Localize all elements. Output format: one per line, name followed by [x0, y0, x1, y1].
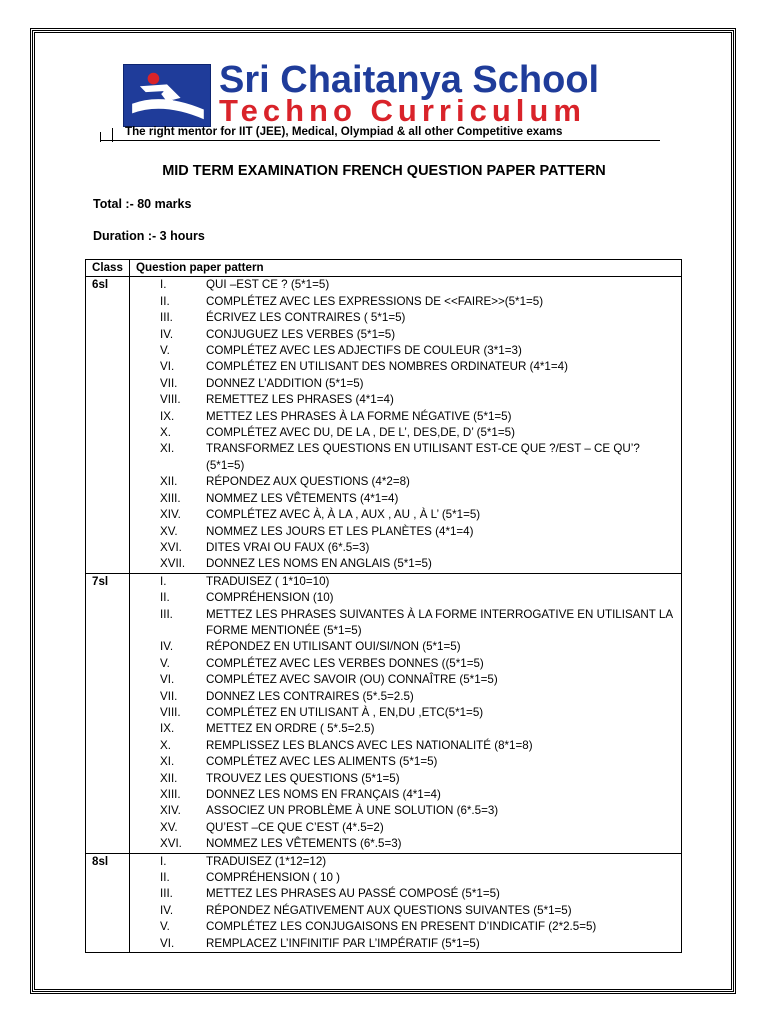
question-text: METTEZ EN ORDRE ( 5*.5=2.5) [206, 722, 375, 736]
question-number: I. [160, 278, 167, 292]
list-item [136, 689, 681, 705]
question-number: III. [160, 607, 173, 621]
question-number: VIII. [160, 705, 181, 719]
table-row [86, 573, 682, 853]
question-number: XIV. [160, 508, 181, 522]
question-text: RÉPONDEZ EN UTILISANT OUI/SI/NON (5*1=5) [206, 640, 461, 654]
list-item [136, 409, 681, 425]
question-text: DONNEZ LES CONTRAIRES (5*.5=2.5) [206, 689, 414, 703]
question-number: IV. [160, 640, 174, 654]
question-number: II. [160, 294, 170, 308]
logo-tick [112, 128, 113, 142]
question-number: V. [160, 920, 170, 934]
question-text: DITES VRAI OU FAUX (6*.5=3) [206, 540, 370, 554]
question-number: IX. [160, 409, 175, 423]
question-number: II. [160, 871, 170, 885]
list-item [136, 639, 681, 655]
class-cell: 8sl [86, 853, 130, 952]
list-item [136, 359, 681, 375]
list-item [136, 803, 681, 819]
question-text: NOMMEZ LES JOURS ET LES PLANÈTES (4*1=4) [206, 524, 474, 538]
question-text: QUI –EST CE ? (5*1=5) [206, 278, 330, 292]
question-text: METTEZ LES PHRASES À LA FORME NÉGATIVE (5*1=5) [206, 409, 512, 423]
question-number: VII. [160, 376, 178, 390]
table-row [86, 853, 682, 952]
question-list [136, 854, 681, 952]
question-text: COMPLÉTEZ AVEC SAVOIR (OU) CONNAÎTRE (5*1=5) [206, 673, 498, 687]
class-cell: 7sl [86, 573, 130, 853]
table-body [86, 277, 682, 953]
question-number: III. [160, 311, 173, 325]
question-number: XI. [160, 755, 175, 769]
question-text: COMPLÉTEZ AVEC LES ALIMENTS (5*1=5) [206, 755, 438, 769]
question-number: VII. [160, 689, 178, 703]
list-item [136, 754, 681, 770]
question-text: COMPLÉTEZ AVEC LES VERBES DONNES ((5*1=5) [206, 656, 484, 670]
question-text: COMPLÉTEZ AVEC LES EXPRESSIONS DE <<FAIRE>>(5*1=5) [206, 294, 544, 308]
question-text: REMPLACEZ L’INFINITIF PAR L’IMPÉRATIF (5*1=5) [206, 936, 480, 950]
question-list-cell [130, 277, 682, 573]
list-item [136, 607, 681, 640]
question-list-cell [130, 573, 682, 853]
list-item [136, 474, 681, 490]
question-text: TRANSFORMEZ LES QUESTIONS EN UTILISANT EST-CE QUE ?/EST – CE QU’? (5*1=5) [206, 442, 640, 472]
list-item [136, 836, 681, 852]
list-item [136, 343, 681, 359]
list-item [136, 524, 681, 540]
list-item [136, 820, 681, 836]
document-title: MID TERM EXAMINATION FRENCH QUESTION PAPER PATTERN [162, 163, 606, 179]
question-pattern-table [85, 259, 682, 953]
question-text: METTEZ LES PHRASES AU PASSÉ COMPOSÉ (5*1=5) [206, 887, 500, 901]
list-item [136, 738, 681, 754]
list-item [136, 556, 681, 572]
question-text: NOMMEZ LES VÊTEMENTS (6*.5=3) [206, 837, 402, 851]
list-item [136, 441, 681, 474]
question-number: I. [160, 854, 167, 868]
question-number: V. [160, 344, 170, 358]
list-item [136, 903, 681, 919]
question-text: REMPLISSEZ LES BLANCS AVEC LES NATIONALITÉ (8*1=8) [206, 738, 533, 752]
question-number: XVI. [160, 837, 182, 851]
question-text: METTEZ LES PHRASES SUIVANTES À LA FORME INTERROGATIVE EN UTILISANT LA FORME MENTIONÉE (5*1=5) [206, 607, 673, 637]
list-item [136, 392, 681, 408]
question-number: X. [160, 426, 171, 440]
class-cell: 6sl [86, 277, 130, 573]
table-row [86, 277, 682, 573]
question-number: VI. [160, 673, 175, 687]
question-number: XII. [160, 771, 178, 785]
list-item [136, 721, 681, 737]
logo-underline [100, 140, 660, 141]
question-text: QU’EST –CE QUE C’EST (4*.5=2) [206, 820, 384, 834]
question-text: COMPLÉTEZ EN UTILISANT DES NOMBRES ORDINATEUR (4*1=4) [206, 360, 568, 374]
list-item [136, 672, 681, 688]
question-text: COMPLÉTEZ AVEC DU, DE LA , DE L’, DES,DE, D’ (5*1=5) [206, 426, 515, 440]
list-item [136, 590, 681, 606]
question-number: I. [160, 574, 167, 588]
question-text: NOMMEZ LES VÊTEMENTS (4*1=4) [206, 491, 399, 505]
question-number: IX. [160, 722, 175, 736]
question-number: XI. [160, 442, 175, 456]
list-item [136, 936, 681, 952]
header-class: Class [86, 260, 130, 277]
list-item [136, 277, 681, 293]
list-item [136, 491, 681, 507]
school-logo [123, 59, 655, 144]
list-item [136, 376, 681, 392]
list-item [136, 919, 681, 935]
question-text: DONNEZ LES NOMS EN ANGLAIS (5*1=5) [206, 557, 432, 571]
logo-subtitle: Techno Curriculum [219, 93, 586, 128]
question-number: XIV. [160, 804, 181, 818]
logo-emblem-icon [123, 64, 211, 127]
question-number: XIII. [160, 788, 181, 801]
question-text: TRADUISEZ ( 1*10=10) [206, 574, 330, 588]
list-item [136, 870, 681, 886]
list-item [136, 507, 681, 523]
question-number: XVI. [160, 540, 182, 554]
question-number: XII. [160, 475, 178, 489]
list-item [136, 425, 681, 441]
question-list-cell [130, 853, 682, 952]
question-text: COMPRÉHENSION ( 10 ) [206, 871, 340, 885]
question-number: XV. [160, 820, 178, 834]
question-number: X. [160, 738, 171, 752]
question-number: XIII. [160, 491, 181, 505]
question-text: COMPLÉTEZ EN UTILISANT À , EN,DU ,ETC(5*1=5) [206, 705, 484, 719]
question-number: III. [160, 887, 173, 901]
question-text: COMPRÉHENSION (10) [206, 591, 334, 605]
question-text: RÉPONDEZ AUX QUESTIONS (4*2=8) [206, 475, 410, 489]
question-number: VI. [160, 360, 175, 374]
question-number: VIII. [160, 393, 181, 407]
question-text: COMPLÉTEZ AVEC LES ADJECTIFS DE COULEUR (3*1=3) [206, 344, 522, 358]
question-number: II. [160, 591, 170, 605]
list-item [136, 656, 681, 672]
list-item [136, 886, 681, 902]
question-text: ÉCRIVEZ LES CONTRAIRES ( 5*1=5) [206, 311, 406, 325]
list-item [136, 574, 681, 590]
list-item [136, 771, 681, 787]
question-number: XV. [160, 524, 178, 538]
question-text: RÉPONDEZ NÉGATIVEMENT AUX QUESTIONS SUIVANTES (5*1=5) [206, 903, 572, 917]
list-item [136, 540, 681, 556]
question-text: COMPLÉTEZ AVEC À, À LA , AUX , AU , À L’ (5*1=5) [206, 508, 481, 522]
list-item [136, 327, 681, 343]
question-number: VI. [160, 936, 175, 950]
question-text: CONJUGUEZ LES VERBES (5*1=5) [206, 327, 396, 341]
question-list [136, 574, 681, 853]
table-header-row [86, 260, 682, 277]
question-text: TRADUISEZ (1*12=12) [206, 854, 327, 868]
question-text: COMPLÉTEZ LES CONJUGAISONS EN PRESENT D’INDICATIF (2*2.5=5) [206, 920, 597, 934]
list-item [136, 310, 681, 326]
question-text: TROUVEZ LES QUESTIONS (5*1=5) [206, 771, 400, 785]
question-text: ASSOCIEZ UN PROBLÈME À UNE SOLUTION (6*.5=3) [206, 804, 499, 818]
question-number: IV. [160, 903, 174, 917]
list-item [136, 787, 681, 803]
list-item [136, 854, 681, 870]
question-number: IV. [160, 327, 174, 341]
question-list [136, 277, 681, 572]
total-marks: Total :- 80 marks [93, 197, 192, 211]
logo-tick [100, 132, 101, 142]
question-number: V. [160, 656, 170, 670]
question-text: REMETTEZ LES PHRASES (4*1=4) [206, 393, 394, 407]
question-number: XVII. [160, 557, 186, 571]
duration: Duration :- 3 hours [93, 229, 205, 243]
question-text: DONNEZ LES NOMS EN FRANÇAIS (4*1=4) [206, 788, 441, 801]
list-item [136, 294, 681, 310]
header-pattern: Question paper pattern [130, 260, 682, 277]
list-item [136, 705, 681, 721]
logo-title: Sri Chaitanya School [219, 59, 600, 101]
logo-tagline: The right mentor for IIT (JEE), Medical, Olympiad & all other Competitive exams [125, 125, 563, 138]
question-text: DONNEZ L’ADDITION (5*1=5) [206, 376, 364, 390]
